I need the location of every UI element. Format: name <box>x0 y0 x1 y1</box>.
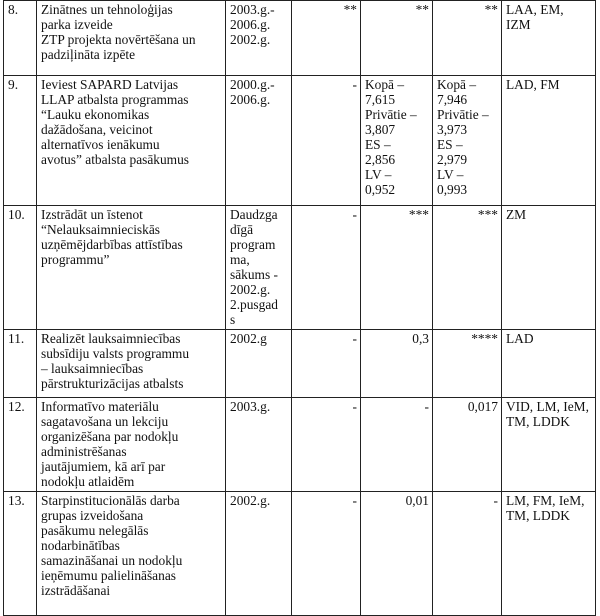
term-cell: 2002.g <box>226 330 292 398</box>
responsible-cell: LAD, FM <box>502 76 596 206</box>
funding-col4-cell: - <box>292 76 361 206</box>
row-number: 12. <box>4 398 37 492</box>
funding-col5-cell: 0,3 <box>361 330 433 398</box>
row-number: 8. <box>4 1 37 76</box>
term-cell: 2000.g.- 2006.g. <box>226 76 292 206</box>
funding-col4-cell: - <box>292 398 361 492</box>
task-cell: Starpinstitucionālās darba grupas izveidošana pasākumu nelegālās nodarbinātības samazināšanai un nodokļu ieņēmumu palielināšanas izstrādāšanai <box>37 492 226 616</box>
funding-col5-cell: ** <box>361 1 433 76</box>
responsible-cell: LAD <box>502 330 596 398</box>
funding-col6-cell: ** <box>433 1 502 76</box>
task-cell: Zinātnes un tehnoloģijas parka izveide ZTP projekta novērtēšana un padziļināta izpēte <box>37 1 226 76</box>
funding-col5-cell: - <box>361 398 433 492</box>
row-number: 10. <box>4 206 37 330</box>
task-cell: Realizēt lauksaimniecības subsīdiju valsts programmu – lauksaimniecības pārstrukturizācijas atbalsts <box>37 330 226 398</box>
funding-col6-cell: - <box>433 492 502 616</box>
responsible-cell: VID, LM, IeM, TM, LDDK <box>502 398 596 492</box>
term-cell: 2003.g.- 2006.g. 2002.g. <box>226 1 292 76</box>
funding-col4-cell: - <box>292 206 361 330</box>
row-number: 11. <box>4 330 37 398</box>
table-row <box>4 76 596 206</box>
row-number: 9. <box>4 76 37 206</box>
funding-col6-cell: *** <box>433 206 502 330</box>
funding-col5-cell: 0,01 <box>361 492 433 616</box>
task-cell: Informatīvo materiālu sagatavošana un lekciju organizēšana par nodokļu administrēšanas jautājumiem, kā arī par nodokļu atlaidēm <box>37 398 226 492</box>
responsible-cell: LAA, EM, IZM <box>502 1 596 76</box>
table-row <box>4 398 596 492</box>
table-row <box>4 492 596 616</box>
funding-col5-cell: *** <box>361 206 433 330</box>
funding-col4-cell: - <box>292 330 361 398</box>
task-cell: Izstrādāt un īstenot “Nelauksaimnieciskās uzņēmējdarbības attīstības programmu” <box>37 206 226 330</box>
funding-col4-cell: - <box>292 492 361 616</box>
term-cell: 2002.g. <box>226 492 292 616</box>
funding-col4-cell: ** <box>292 1 361 76</box>
responsible-cell: ZM <box>502 206 596 330</box>
funding-col5-cell: Kopā – 7,615 Privātie – 3,807 ES – 2,856 LV – 0,952 <box>361 76 433 206</box>
measures-table <box>3 0 596 616</box>
funding-col6-cell: 0,017 <box>433 398 502 492</box>
funding-col6-cell: **** <box>433 330 502 398</box>
term-cell: 2003.g. <box>226 398 292 492</box>
table-row <box>4 206 596 330</box>
term-cell: Daudzga dīgā program ma, sākums - 2002.g. 2.pusgad s <box>226 206 292 330</box>
task-cell: Ieviest SAPARD Latvijas LLAP atbalsta programmas “Lauku ekonomikas dažādošana, veicinot alternatīvos ienākumu avotus” atbalsta pasākumus <box>37 76 226 206</box>
table-row <box>4 330 596 398</box>
funding-col6-cell: Kopā – 7,946 Privātie – 3,973 ES – 2,979 LV – 0,993 <box>433 76 502 206</box>
row-number: 13. <box>4 492 37 616</box>
responsible-cell: LM, FM, IeM, TM, LDDK <box>502 492 596 616</box>
table-row <box>4 1 596 76</box>
